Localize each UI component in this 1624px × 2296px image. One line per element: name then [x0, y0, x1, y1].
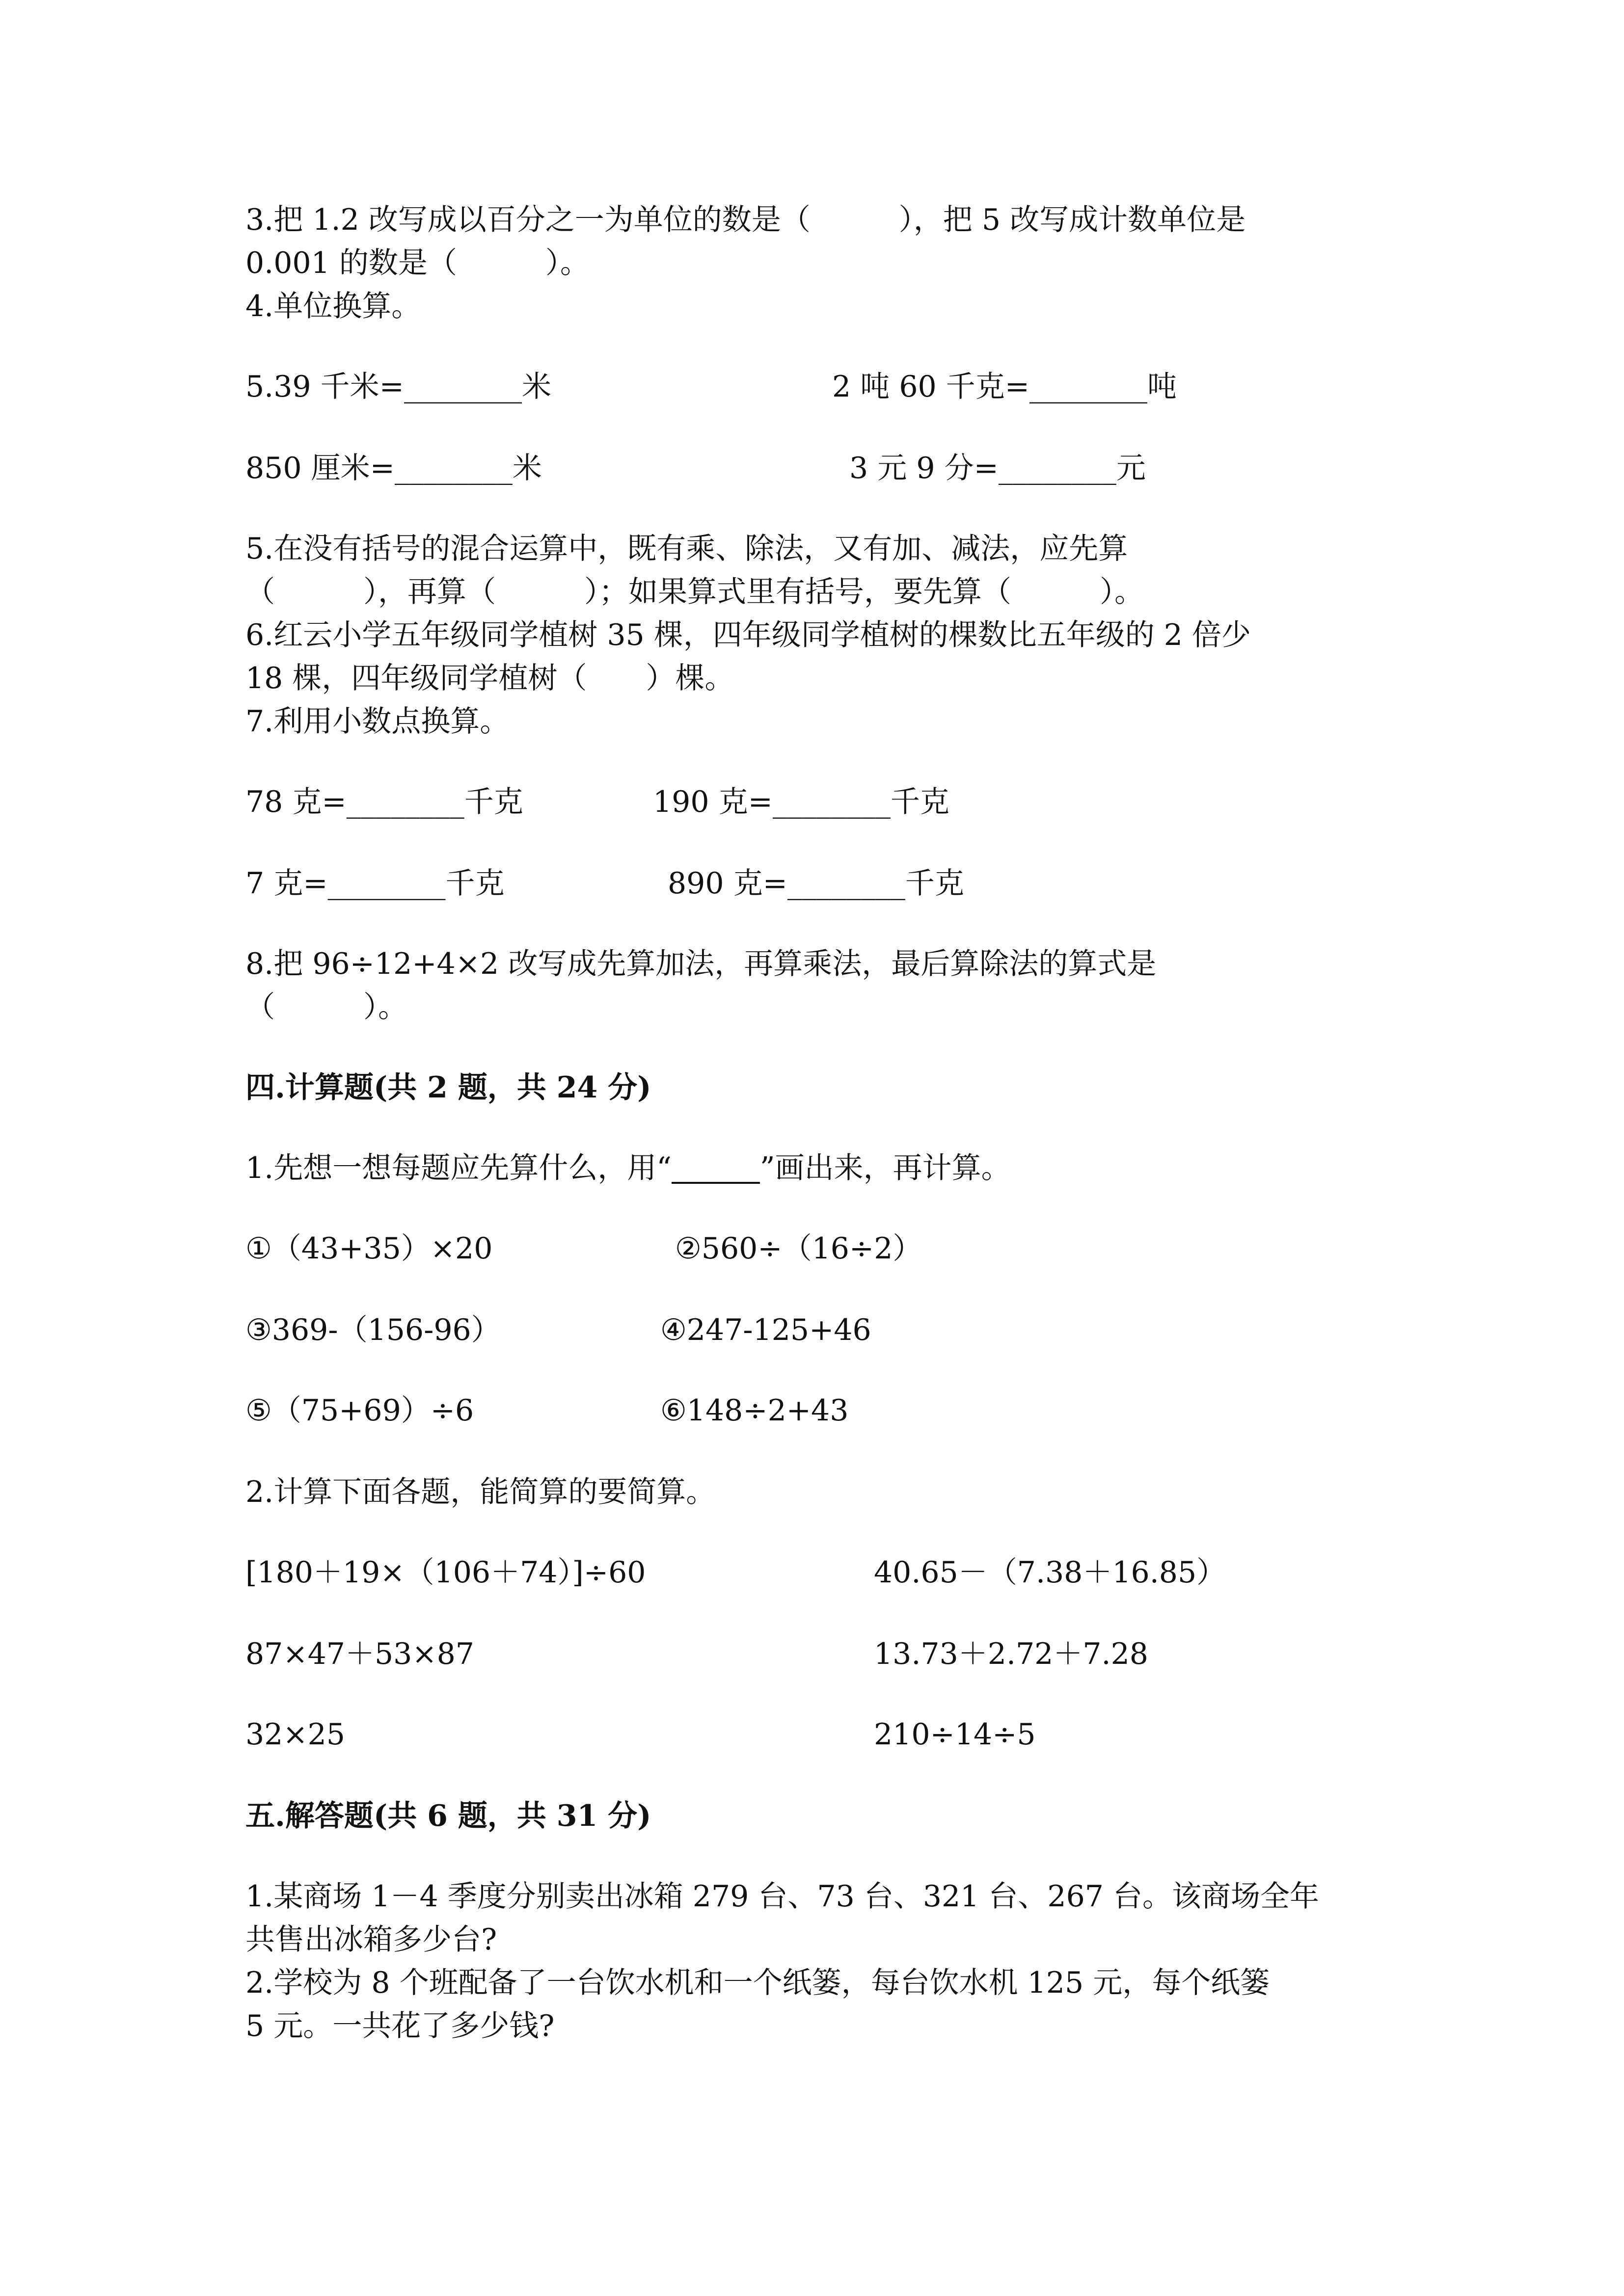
s4-q1-item-6: ⑥148÷2+43	[660, 1393, 849, 1428]
q4-conversion-3: 850 厘米=________米	[245, 451, 542, 485]
s5-q1-line-2: 共售出冰箱多少台?	[245, 1922, 497, 1957]
section-5-heading: 五.解答题(共 6 题，共 31 分)	[245, 1799, 651, 1833]
section-4-heading: 四.计算题(共 2 题，共 24 分)	[245, 1070, 651, 1105]
q4-conversion-1: 5.39 千米=________米	[245, 370, 551, 404]
q5-line-2: （ ），再算（ ）；如果算式里有括号，要先算（ ）。	[245, 575, 1144, 609]
q7-conversion-4: 890 克=________千克	[668, 866, 964, 901]
q3-line-2: 0.001 的数是（ ）。	[245, 246, 590, 280]
s4-q2-item-3: 87×47＋53×87	[245, 1637, 474, 1671]
s4-q1-item-5: ⑤（75+69）÷6	[245, 1393, 474, 1428]
s4-q1-prefix: 1.先想一想每题应先算什么，用“	[245, 1151, 672, 1185]
q8-line-1: 8.把 96÷12+4×2 改写成先算加法，再算乘法，最后算除法的算式是	[245, 947, 1157, 981]
s4-q1-item-4: ④247-125+46	[660, 1313, 871, 1347]
s4-q1-suffix: ”画出来，再计算。	[759, 1151, 1011, 1185]
s4-q1-title	[245, 1153, 1011, 1183]
s4-q2-item-2: 40.65－（7.38＋16.85）	[874, 1555, 1226, 1590]
q6-line-1: 6.红云小学五年级同学植树 35 棵，四年级同学植树的棵数比五年级的 2 倍少	[245, 618, 1251, 652]
underline-mark	[672, 1153, 760, 1183]
q3-line-1: 3.把 1.2 改写成以百分之一为单位的数是（ ），把 5 改写成计数单位是	[245, 203, 1246, 237]
s4-q2-title: 2.计算下面各题，能简算的要简算。	[245, 1475, 716, 1509]
q4-title: 4.单位换算。	[245, 289, 421, 323]
s4-q1-item-3: ③369-（156-96）	[245, 1313, 501, 1347]
q4-conversion-4: 3 元 9 分=________元	[849, 451, 1146, 485]
q7-conversion-3: 7 克=________千克	[245, 866, 505, 901]
q7-title: 7.利用小数点换算。	[245, 704, 510, 739]
s4-q2-item-6: 210÷14÷5	[874, 1717, 1036, 1752]
q8-line-2: （ ）。	[245, 990, 407, 1024]
s4-q2-item-1: [180＋19×（106＋74）]÷60	[245, 1555, 646, 1590]
s5-q1-line-1: 1.某商场 1－4 季度分别卖出冰箱 279 台、73 台、321 台、267 台。该商场全年	[245, 1879, 1320, 1914]
q7-conversion-2: 190 克=________千克	[653, 785, 949, 819]
s4-q1-item-2: ②560÷（16÷2）	[675, 1231, 922, 1266]
q6-line-2: 18 棵，四年级同学植树（ ）棵。	[245, 661, 734, 695]
s4-q2-item-5: 32×25	[245, 1717, 345, 1752]
q7-conversion-1: 78 克=________千克	[245, 785, 523, 819]
s5-q2-line-2: 5 元。一共花了多少钱?	[245, 2009, 555, 2043]
s4-q2-item-4: 13.73＋2.72＋7.28	[874, 1637, 1148, 1671]
s5-q2-line-1: 2.学校为 8 个班配备了一台饮水机和一个纸篓，每台饮水机 125 元，每个纸篓	[245, 1966, 1270, 2000]
q4-conversion-2: 2 吨 60 千克=________吨	[832, 370, 1177, 404]
q5-line-1: 5.在没有括号的混合运算中，既有乘、除法，又有加、减法，应先算	[245, 532, 1128, 566]
s4-q1-item-1: ①（43+35）×20	[245, 1231, 493, 1266]
